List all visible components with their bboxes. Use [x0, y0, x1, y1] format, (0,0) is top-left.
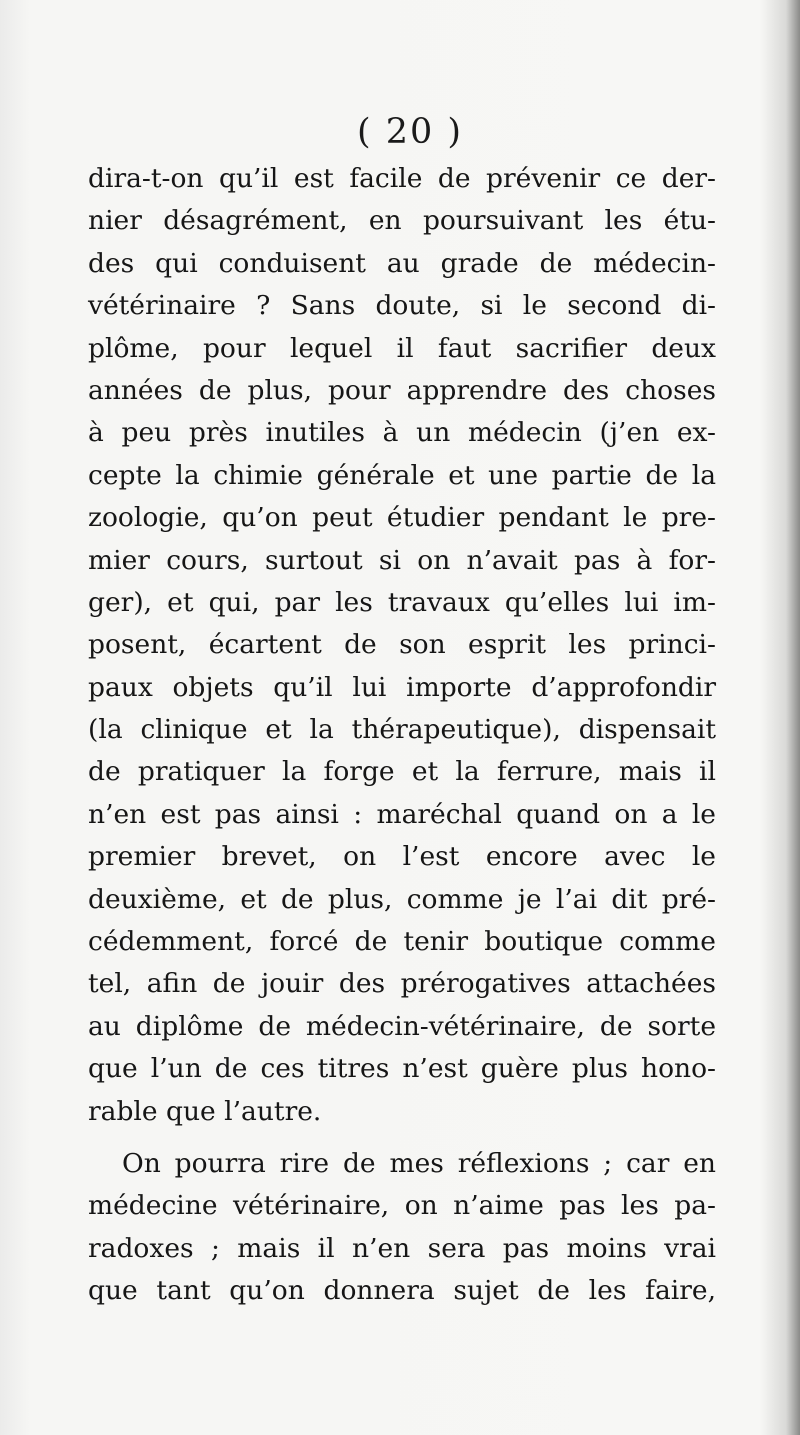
text-line: paux objets qu’il lui importe d’approfondir — [88, 671, 716, 703]
text-line: au diplôme de médecin-vétérinaire, de sorte — [88, 1010, 716, 1042]
text-line: vétérinaire ? Sans doute, si le second di- — [88, 290, 716, 322]
text-line: des qui conduisent au grade de médecin- — [88, 247, 716, 279]
text-line: tel, afin de jouir des prérogatives attachées — [88, 968, 716, 1000]
text-line: deuxième, et de plus, comme je l’ai dit pré- — [88, 883, 716, 915]
text-line: années de plus, pour apprendre des choses — [88, 374, 716, 406]
text-line: premier brevet, on l’est encore avec le — [88, 841, 716, 873]
page-number-header: ( 20 ) — [356, 112, 464, 152]
text-line: cepte la chimie générale et une partie de la — [88, 459, 716, 491]
text-line: n’en est pas ainsi : maréchal quand on a le — [88, 798, 716, 830]
text-line: radoxes ; mais il n’en sera pas moins vrai — [88, 1232, 716, 1264]
text-line: On pourra rire de mes réflexions ; car en — [122, 1147, 716, 1179]
body-text — [88, 158, 716, 1313]
text-line: nier désagrément, en poursuivant les étu- — [88, 205, 716, 237]
text-line: que tant qu’on donnera sujet de les faire, — [88, 1275, 716, 1307]
text-line: posent, écartent de son esprit les princi- — [88, 629, 716, 661]
text-line: plôme, pour lequel il faut sacrifier deux — [88, 332, 716, 364]
paragraph-1 — [88, 158, 716, 1133]
text-line: dira-t-on qu’il est facile de prévenir ce der- — [88, 163, 716, 194]
text-line: cédemment, forcé de tenir boutique comme — [88, 926, 716, 958]
text-line: rable que l’autre. — [88, 1095, 322, 1127]
text-line: ger), et qui, par les travaux qu’elles lui im- — [88, 586, 716, 618]
text-line: mier cours, surtout si on n’avait pas à for- — [88, 544, 716, 576]
text-line: que l’un de ces titres n’est guère plus hono- — [88, 1053, 716, 1085]
text-line: médecine vétérinaire, on n’aime pas les pa- — [88, 1190, 716, 1222]
paragraph-gap — [88, 1133, 716, 1143]
text-line: de pratiquer la forge et la ferrure, mais il — [88, 756, 716, 788]
text-line: (la clinique et la thérapeutique), dispensait — [88, 714, 716, 746]
text-line: à peu près inutiles à un médecin (j’en ex- — [88, 417, 716, 449]
paragraph-2 — [88, 1143, 716, 1313]
text-line: zoologie, qu’on peut étudier pendant le pre- — [88, 502, 716, 534]
